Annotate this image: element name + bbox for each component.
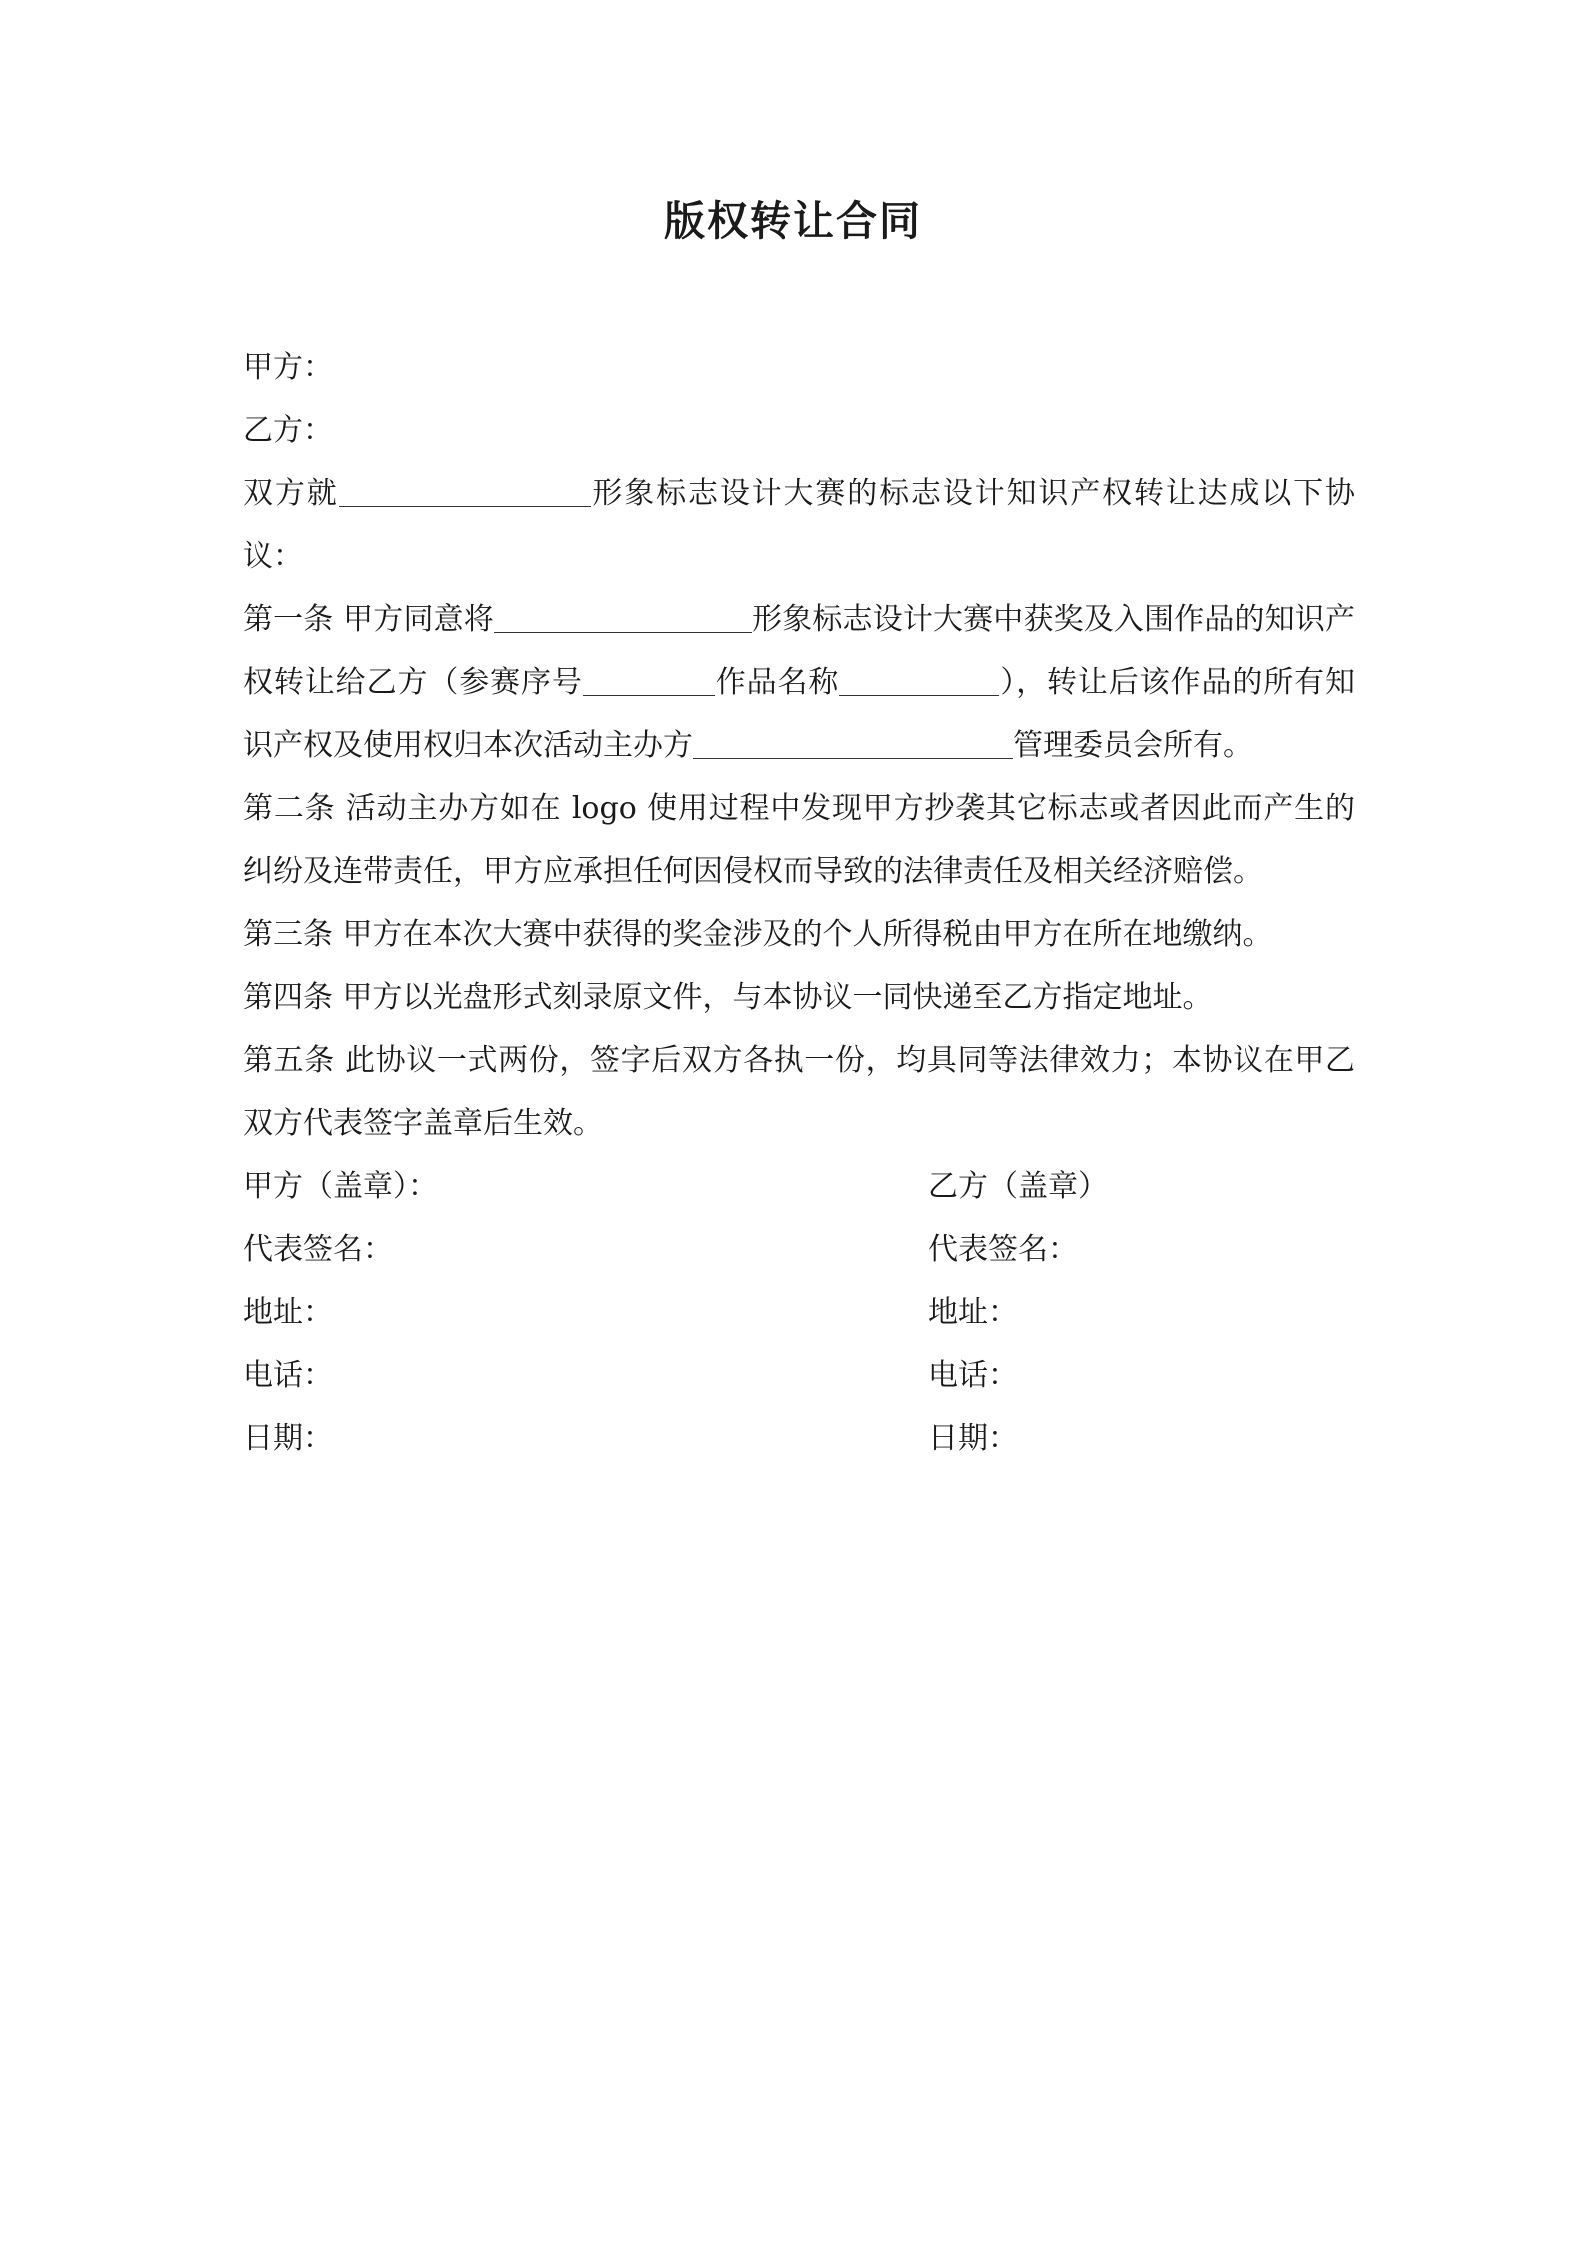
- contract-body: [243, 336, 1355, 1470]
- intro-paragraph: [243, 462, 1355, 588]
- party-a-seal-label: 甲方（盖章）：: [243, 1169, 438, 1204]
- signature-block: [243, 1155, 1355, 1470]
- document-title: 版权转让合同: [664, 197, 922, 245]
- party-b-date-label: 日期：: [928, 1421, 1018, 1456]
- article-1-text-3: 作品名称: [714, 665, 840, 700]
- party-a-label: 甲方：: [243, 350, 333, 385]
- party-b-signature: [928, 1155, 1108, 1470]
- party-a-date-label: 日期：: [243, 1421, 333, 1456]
- contest-name-blank-2: [494, 602, 752, 633]
- article-1-text-4: ），转让后该作品的所有知识产权及使用权归本次活动主办方: [243, 665, 1356, 763]
- party-a-representative-label: 代表签名：: [243, 1232, 393, 1267]
- party-b-seal-label: 乙方（盖章）: [928, 1169, 1108, 1204]
- entry-number-blank: [583, 665, 715, 696]
- intro-text-after: 形象标志设计大赛的标志设计知识产权转让达成以下协议：: [243, 476, 1356, 574]
- article-1-text-1: 第一条 甲方同意将: [243, 602, 494, 637]
- party-a-address-label: 地址：: [243, 1295, 333, 1330]
- party-a-signature: [243, 1155, 928, 1470]
- party-b-phone-label: 电话：: [928, 1358, 1018, 1393]
- party-a-phone-label: 电话：: [243, 1358, 333, 1393]
- article-4: 第四条 甲方以光盘形式刻录原文件，与本协议一同快递至乙方指定地址。: [243, 980, 1213, 1015]
- intro-text-before: 双方就: [243, 476, 339, 511]
- party-b-representative-label: 代表签名：: [928, 1232, 1078, 1267]
- party-b-address-label: 地址：: [928, 1295, 1018, 1330]
- article-1-text-2: 形象标志设计大赛中获奖及入围作品的知识产权转让给乙方（参赛序号: [243, 602, 1355, 700]
- party-b-label: 乙方：: [243, 413, 333, 448]
- contest-name-blank: [339, 476, 591, 507]
- work-name-blank: [839, 665, 999, 696]
- article-3: 第三条 甲方在本次大赛中获得的奖金涉及的个人所得税由甲方在所在地缴纳。: [243, 917, 1273, 952]
- article-1: [243, 588, 1355, 777]
- article-1-text-5: 管理委员会所有。: [1013, 728, 1253, 763]
- article-2: 第二条 活动主办方如在 logo 使用过程中发现甲方抄袭其它标志或者因此而产生的纠纷及连带责任，甲方应承担任何因侵权而导致的法律责任及相关经济赔偿。: [243, 791, 1355, 889]
- organizer-name-blank: [693, 728, 1013, 759]
- article-5: 第五条 此协议一式两份，签字后双方各执一份，均具同等法律效力；本协议在甲乙双方代表签字盖章后生效。: [243, 1043, 1355, 1141]
